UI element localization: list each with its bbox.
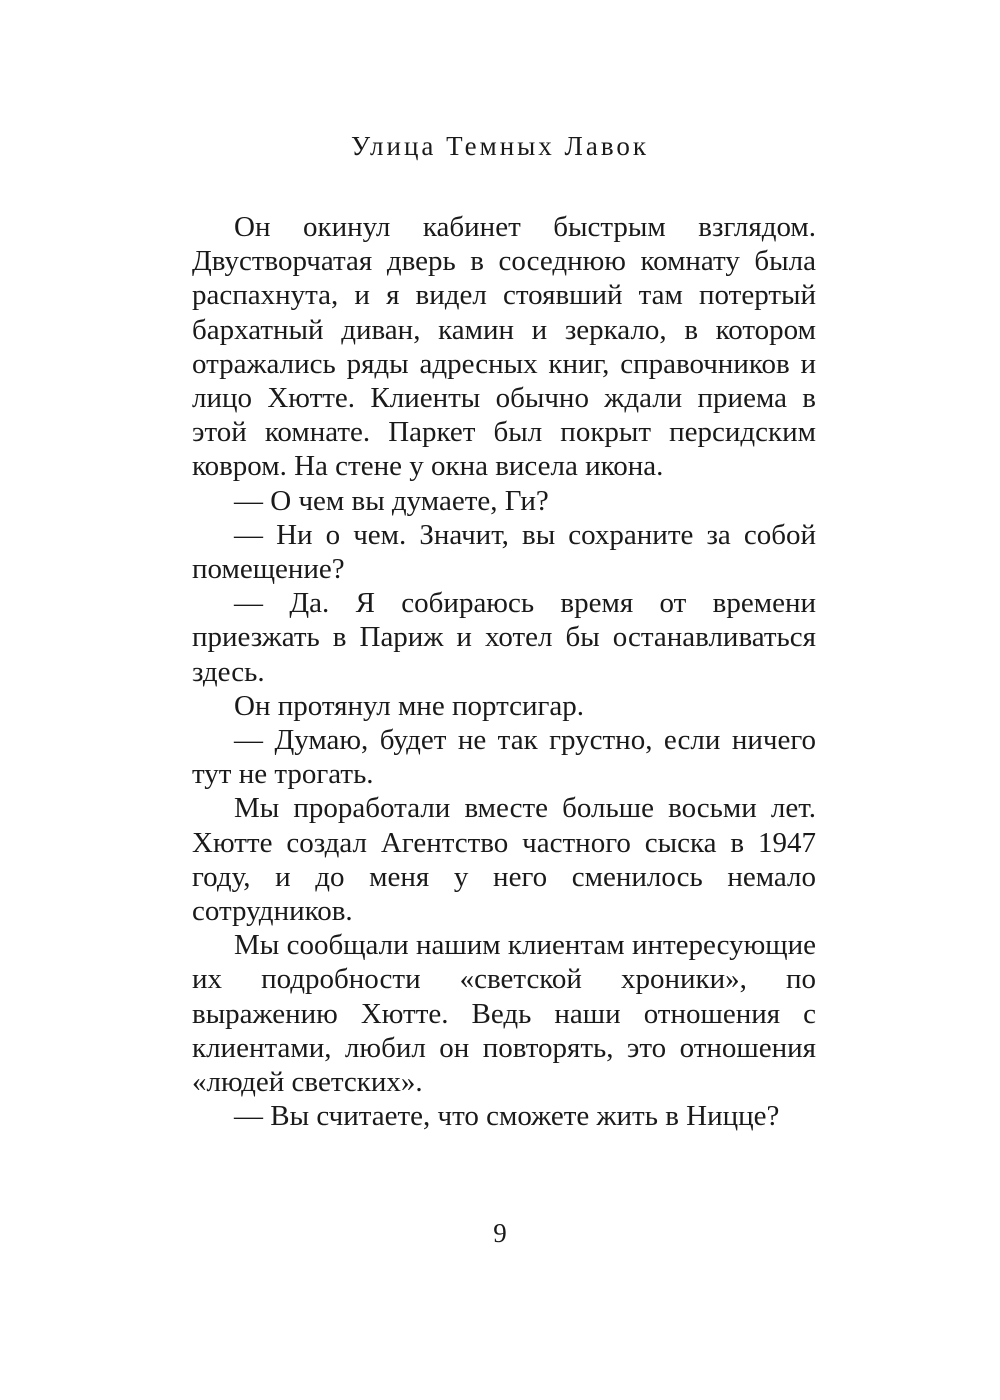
running-head: Улица Темных Лавок xyxy=(350,131,650,161)
dialogue-line: — Думаю, будет не так грустно, если ничего тут не трогать. xyxy=(192,724,816,791)
paragraph: Он окинул кабинет быстрым взглядом. Двустворчатая дверь в соседнюю комнату была распахнута, и я видел стоявший там потертый бархатный диван, камин и зеркало, в котором отражались ряды адресных книг, справочников и лицо Хютте. Клиенты обычно ждали приема в этой комнате. Паркет был покрыт персидским ковром. На стене у окна висела икона. xyxy=(192,211,816,483)
dialogue-line: — Да. Я собираюсь время от времени приезжать в Париж и хотел бы останавливаться здесь. xyxy=(192,587,816,688)
page-number: 9 xyxy=(493,1218,507,1248)
paragraph: Он протянул мне портсигар. xyxy=(234,689,585,722)
dialogue-line: — Вы считаете, что сможете жить в Ницце? xyxy=(234,1100,780,1133)
dialogue-line: — О чем вы думаете, Ги? xyxy=(234,484,549,517)
body-text xyxy=(192,210,816,1133)
dialogue-line: — Ни о чем. Значит, вы сохраните за собой помещение? xyxy=(192,518,816,586)
paragraph: Мы проработали вместе больше восьми лет. Хютте создал Агентство частного сыска в 1947 году, и до меня у него сменилось немало сотрудников. xyxy=(192,792,816,928)
paragraph: Мы сообщали нашим клиентам интересующие их подробности «светской хроники», по выражению Хютте. Ведь наши отношения с клиентами, любил он повторять, это отношения «людей светских». xyxy=(192,929,816,1099)
